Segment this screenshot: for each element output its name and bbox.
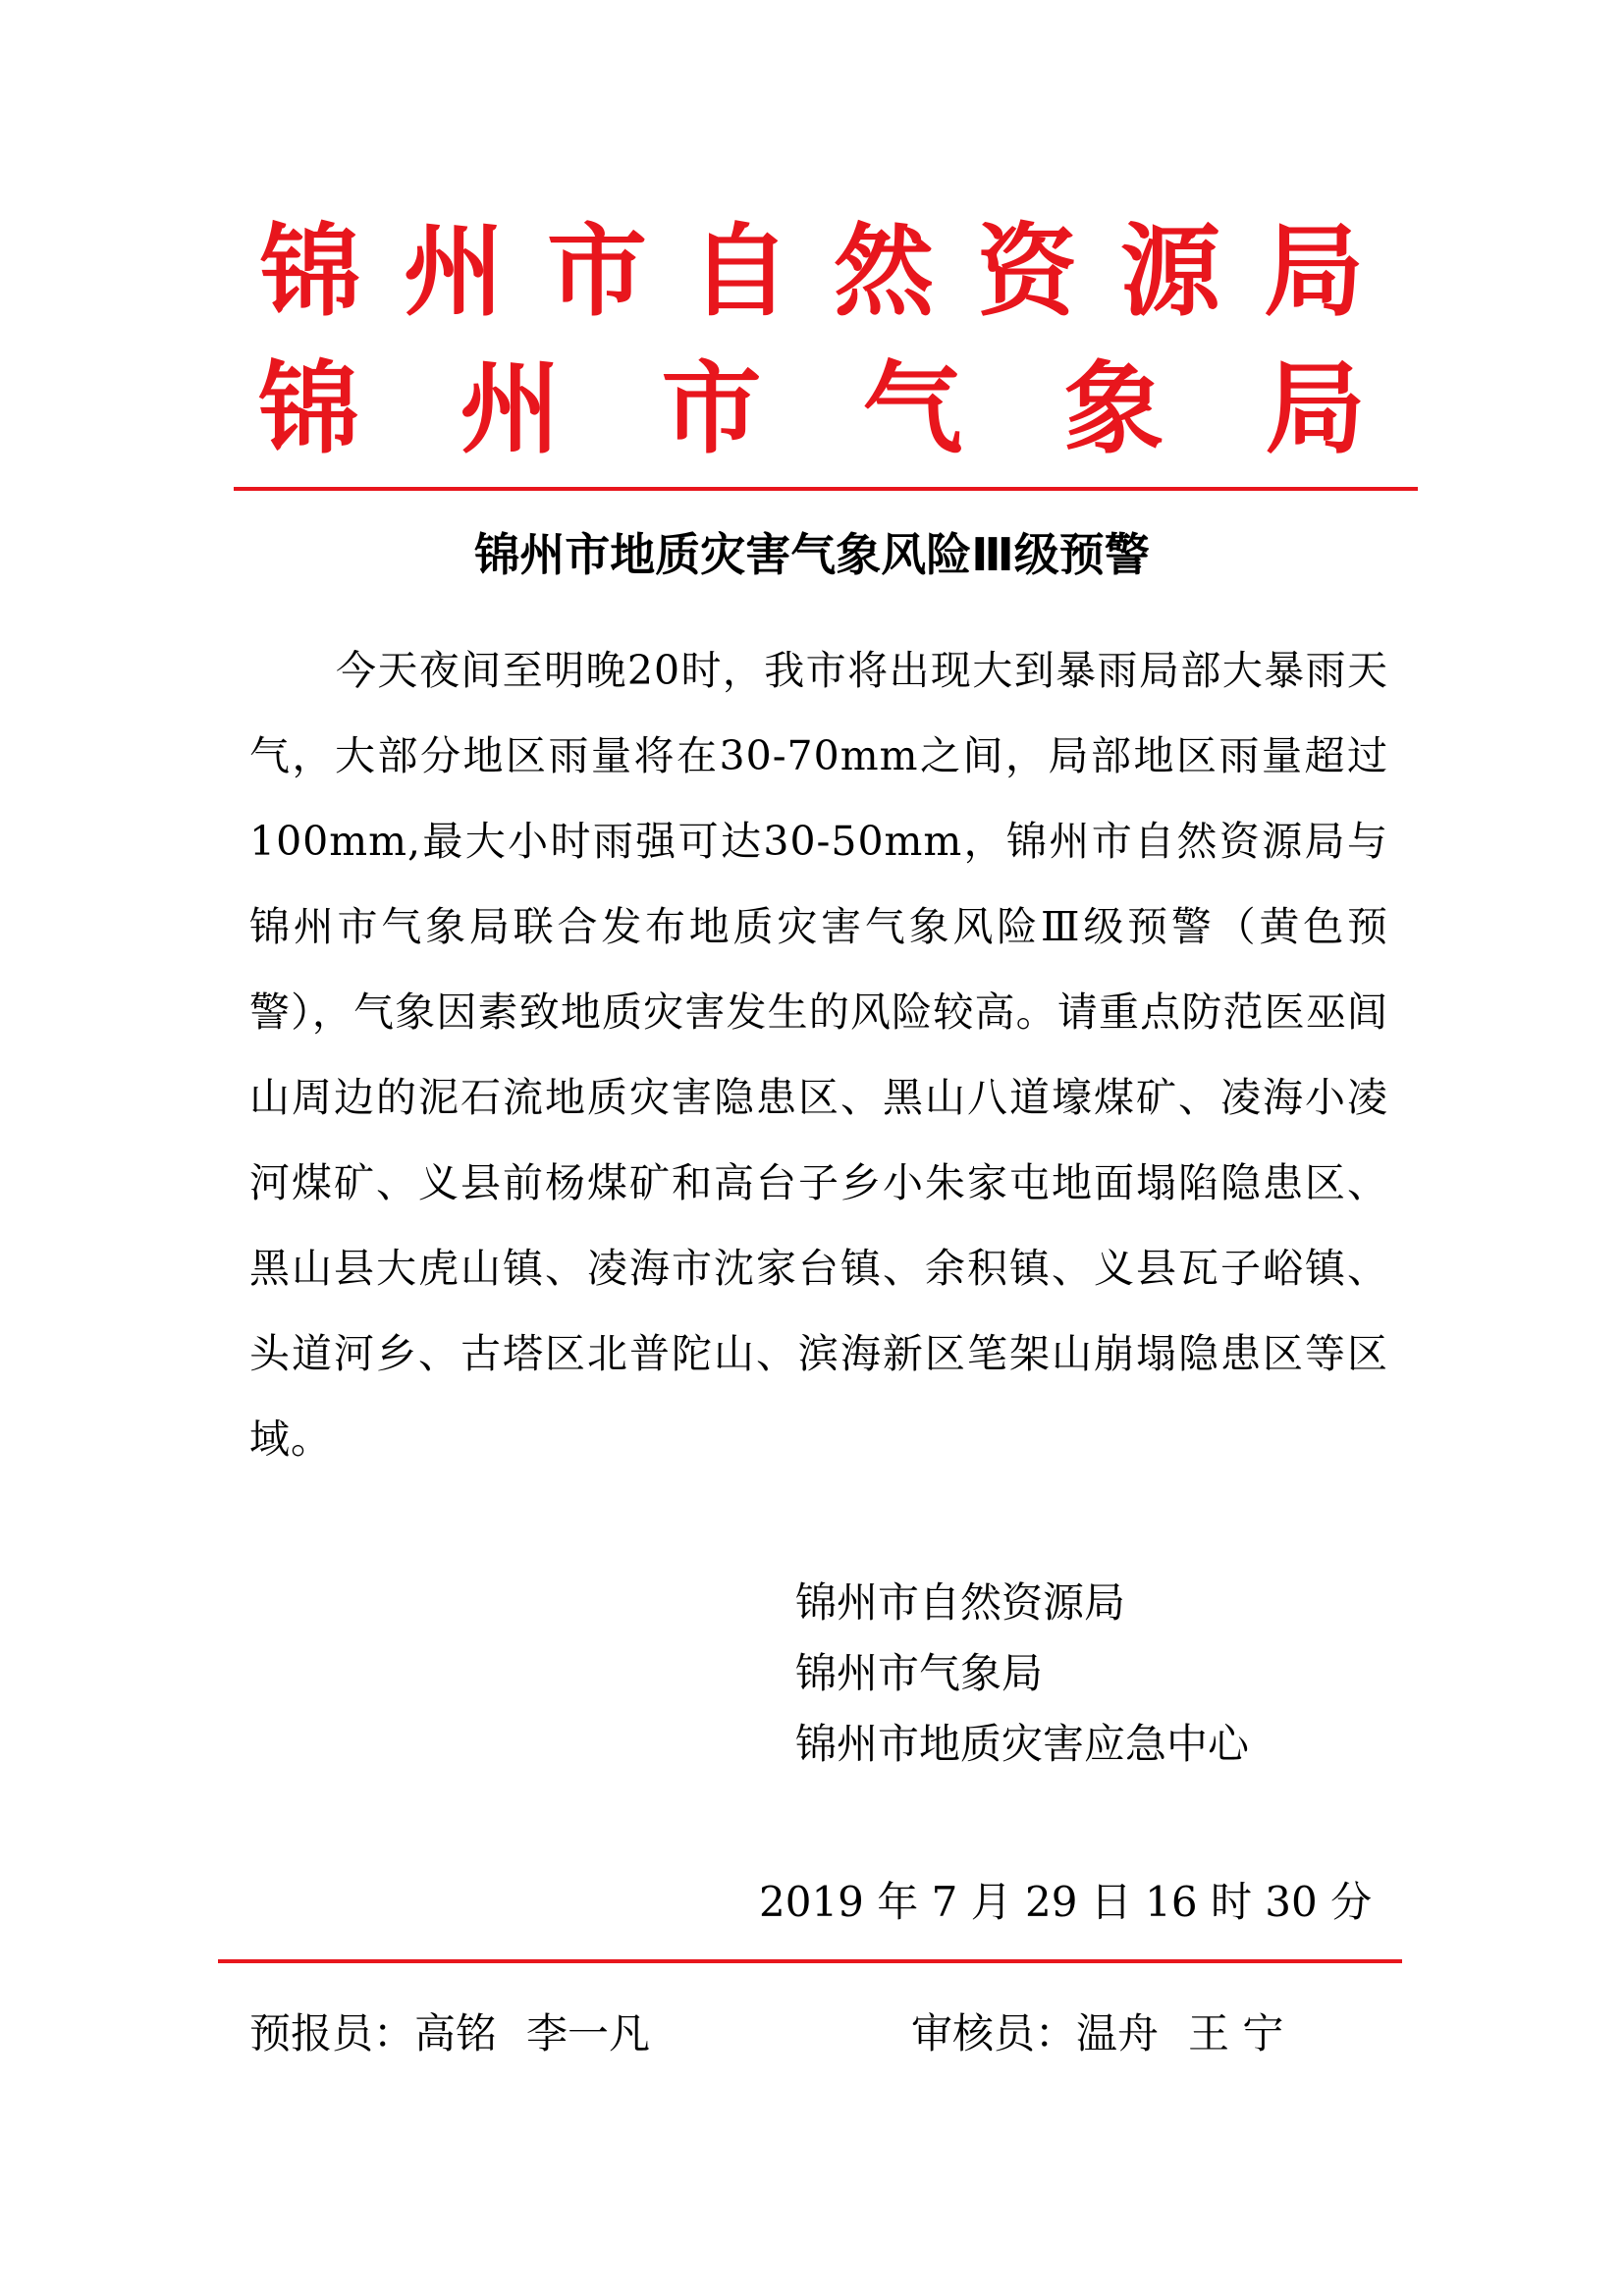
reviewer-line [911,2004,1283,2063]
reviewer-name: 温舟 [1076,2009,1160,2057]
signature-block [795,1568,1249,1780]
footer-divider [218,1959,1402,1963]
forecaster-name: 高铭 [414,2009,498,2057]
issue-timestamp: 2019 年 7 月 29 日 16 时 30 分 [759,1878,1373,1926]
forecaster-line [249,2004,650,2063]
document-title: 锦州市地质灾害气象风险Ⅲ级预警 [474,528,1150,581]
forecaster-label: 预报员： [249,2009,415,2057]
issuer-header-meteorological: 锦州市气象局 [258,351,1467,468]
reviewer-name: 王 宁 [1188,2009,1284,2057]
forecaster-name: 李一凡 [526,2009,651,2057]
signature-natural-resources: 锦州市自然资源局 [795,1578,1126,1627]
warning-body-text: 今天夜间至明晚20时，我市将出现大到暴雨局部大暴雨天气，大部分地区雨量将在30-70mm之间，局部地区雨量超过100mm,最大小时雨强可达30-50mm，锦州市自然资源局与锦州市气象局联合发布地质灾害气象风险Ⅲ级预警（黄色预警），气象因素致地质灾害发生的风险较高。请重点防范医巫闾山周边的泥石流地质灾害隐患区、黑山八道壕煤矿、凌海小凌河煤矿、义县前杨煤矿和高台子乡小朱家屯地面塌陷隐患区、黑山县大虎山镇、凌海市沈家台镇、余积镇、义县瓦子峪镇、头道河乡、古塔区北普陀山、滨海新区笔架山崩塌隐患区等区域。 [249,647,1388,1463]
signature-meteorological: 锦州市气象局 [795,1649,1044,1697]
signature-emergency-center: 锦州市地质灾害应急中心 [795,1720,1250,1768]
header-divider [234,487,1418,491]
reviewer-label: 审核员： [911,2009,1077,2057]
issuer-header-natural-resources: 锦州市自然资源局 [260,214,1407,331]
